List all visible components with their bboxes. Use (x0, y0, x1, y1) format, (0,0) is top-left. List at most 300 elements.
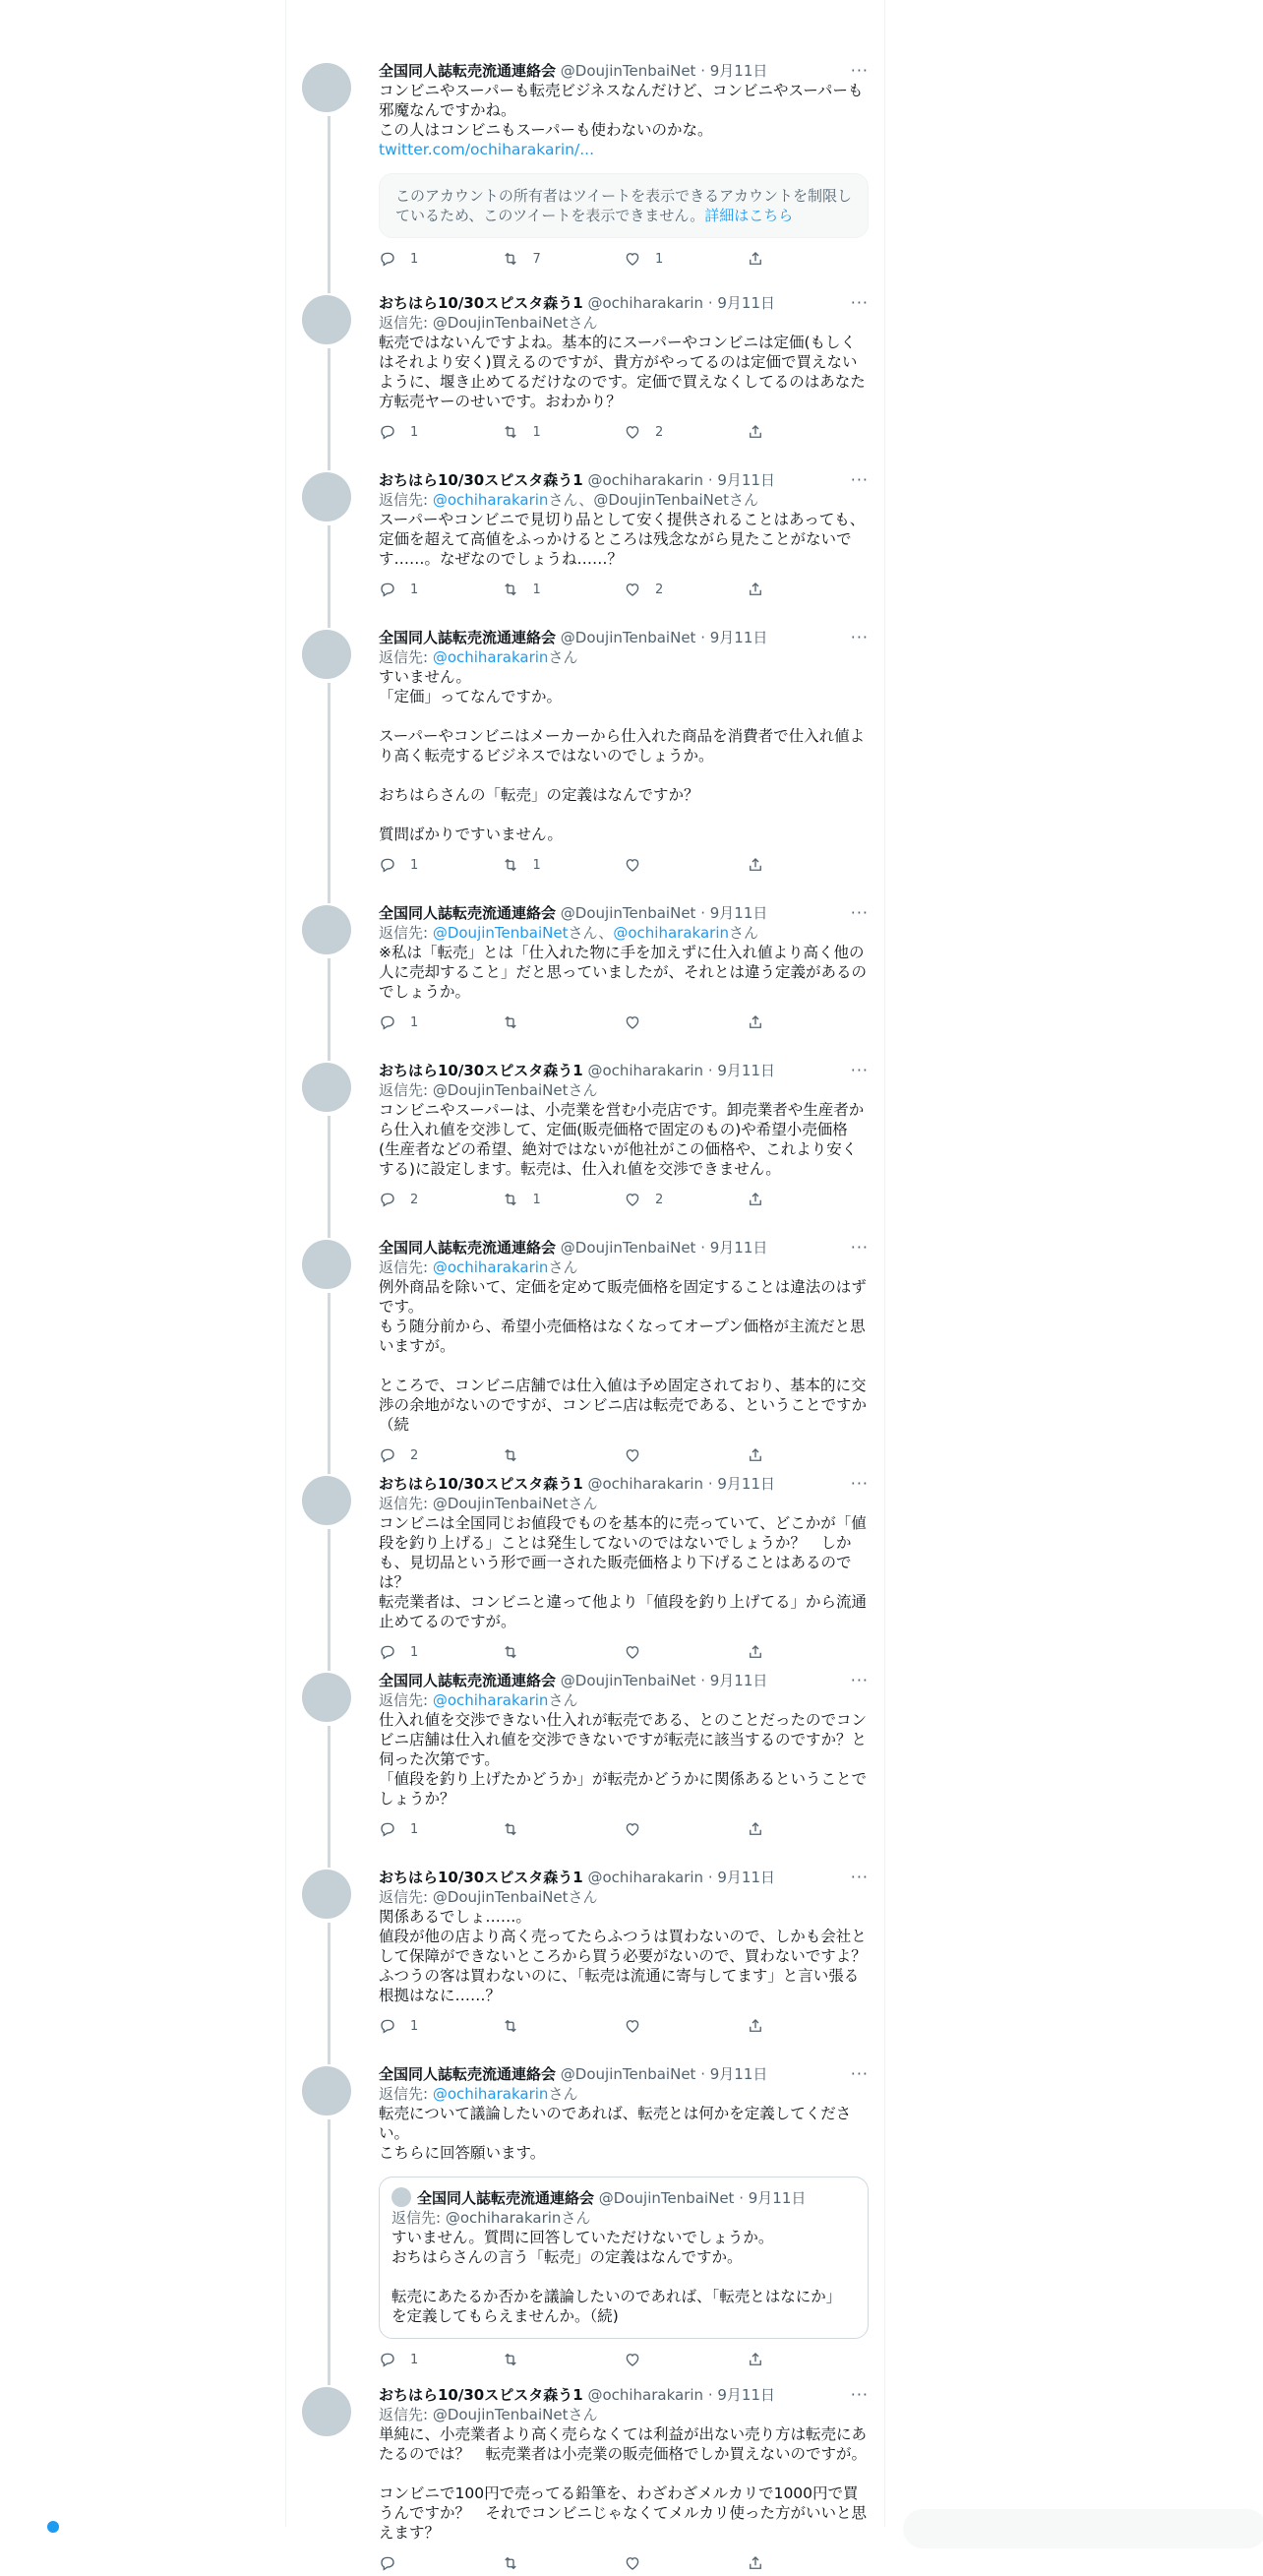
tweet-header (379, 1868, 869, 1887)
share-button[interactable] (747, 1446, 870, 1464)
tweet-text: ※私は「転売」とは「仕入れた物に手を加えずに仕入れ値より高く他の人に売却すること」だと思っていましたが、それとは違う定義があるのでしょうか。 (379, 944, 868, 1001)
reply-to-prefix: 返信先: (379, 1495, 433, 1512)
reply-icon (379, 1643, 396, 1661)
retweet-icon (502, 1013, 519, 1031)
more-options-icon[interactable]: ··· (850, 2064, 869, 2083)
reply-to-line (379, 1080, 869, 1100)
thread-connector (328, 1726, 331, 1868)
reply-count: 1 (410, 251, 419, 267)
reply-button[interactable] (379, 1446, 502, 1464)
retweet-button[interactable] (502, 1820, 625, 1838)
retweet-icon (502, 2017, 519, 2035)
retweet-count: 1 (532, 1192, 541, 1207)
reply-button[interactable] (379, 1820, 502, 1838)
reply-to-user: @DoujinTenbaiNetさん (432, 1888, 598, 1906)
tweet-actions (379, 2552, 869, 2574)
author-handle[interactable]: @DoujinTenbaiNet (560, 62, 696, 80)
share-button[interactable] (747, 1013, 870, 1031)
retweet-button[interactable] (502, 423, 625, 441)
reply-to-line (379, 1887, 869, 1907)
share-icon (747, 1643, 764, 1661)
reply-button[interactable] (379, 1013, 502, 1031)
tweet-body (379, 1474, 869, 1663)
share-button[interactable] (747, 1191, 870, 1208)
reply-icon (379, 2351, 396, 2368)
reply-count: 1 (410, 1644, 419, 1660)
separator-dot: · (703, 1475, 718, 1493)
tweet-date[interactable]: 9月11日 (717, 294, 776, 312)
like-count: 1 (655, 251, 664, 267)
share-icon (747, 1191, 764, 1208)
tweet-actions (379, 1189, 869, 1210)
like-button[interactable] (624, 2017, 747, 2035)
author-handle[interactable]: @DoujinTenbaiNet (560, 1239, 696, 1257)
thread-connector (328, 116, 331, 293)
retweet-icon (502, 250, 519, 268)
reply-button[interactable] (379, 2017, 502, 2035)
tweet[interactable] (286, 1061, 884, 1238)
author-handle[interactable]: @DoujinTenbaiNet (560, 904, 696, 922)
separator-dot: · (703, 1869, 718, 1886)
reply-button[interactable] (379, 1643, 502, 1661)
like-button[interactable] (624, 1446, 747, 1464)
separator-dot: · (695, 629, 710, 646)
thread-connector (328, 683, 331, 903)
share-button[interactable] (747, 423, 870, 441)
tweet-text: 仕入れ値を交渉できない仕入れが転売である、とのことだったのでコンビニ店舗は仕入れ値を交渉できないですが転売に該当するのですか？と伺った次第です。 「値段を釣り上げたかどうか」が転売かどうかに関係あるということでしょうか？ (379, 1711, 868, 1808)
tweet-body (379, 470, 869, 600)
tweet-body (379, 1061, 869, 1210)
tweet-actions (379, 1012, 869, 1033)
tweet-body (379, 1868, 869, 2037)
tweet-actions (379, 248, 869, 270)
tweet-header (379, 1474, 869, 1494)
separator-dot: · (703, 471, 718, 489)
author-handle[interactable]: @ochiharakarin (587, 1475, 704, 1493)
thread-connector (328, 525, 331, 628)
retweet-icon (502, 856, 519, 874)
more-options-icon[interactable]: ··· (850, 470, 869, 489)
tweet-date[interactable]: 9月11日 (709, 904, 768, 922)
like-count: 2 (655, 582, 664, 597)
tweet-header (379, 61, 869, 81)
author-name[interactable]: おちはら10/30スピスタ森う1 (379, 1475, 583, 1493)
reply-icon (379, 423, 396, 441)
reply-to-prefix: 返信先: (379, 1691, 433, 1709)
tweet-header (379, 1238, 869, 1257)
compose-button[interactable] (47, 2521, 59, 2533)
reply-icon (379, 2554, 396, 2572)
like-button[interactable] (624, 423, 747, 441)
share-button[interactable] (747, 1643, 870, 1661)
retweet-count: 1 (532, 582, 541, 597)
sidebar-search-box[interactable] (903, 2509, 1263, 2548)
author-name[interactable]: おちはら10/30スピスタ森う1 (379, 2386, 583, 2404)
reply-button[interactable] (379, 1191, 502, 1208)
reply-to-prefix: 返信先: (379, 2085, 433, 2103)
like-button[interactable] (624, 856, 747, 874)
avatar[interactable] (302, 630, 351, 679)
tweet-header (379, 293, 869, 313)
like-button[interactable] (624, 581, 747, 598)
reply-to-line (379, 647, 869, 667)
tweet-text: すいません。 「定価」ってなんですか。 スーパーやコンビニはメーカーから仕入れた商品を消費者で仕入れ値より高く転売するビジネスではないのでしょうか。 おちはらさんの「転売」の定義はなんですか？ 質問ばかりですいません。 (379, 668, 866, 843)
tweet[interactable] (286, 1238, 884, 1474)
reply-to-line (379, 313, 869, 333)
like-count: 2 (655, 1192, 664, 1207)
more-options-icon[interactable]: ··· (850, 1671, 869, 1689)
avatar[interactable] (302, 1870, 351, 1919)
more-options-icon[interactable]: ··· (850, 1474, 869, 1493)
reply-count: 1 (410, 2352, 419, 2367)
author-name[interactable]: 全国同人誌転売流通連絡会 (379, 62, 557, 80)
share-icon (747, 1446, 764, 1464)
tweet-date[interactable]: 9月11日 (717, 1062, 776, 1079)
tweet-date[interactable]: 9月11日 (709, 1672, 768, 1689)
thread-connector (328, 1529, 331, 1671)
timeline-column (285, 0, 885, 2542)
learn-more-link[interactable]: 詳細はこちら (704, 207, 794, 224)
avatar[interactable] (302, 2387, 351, 2436)
share-button[interactable] (747, 856, 870, 874)
like-icon (624, 2351, 641, 2368)
tweet-actions (379, 1818, 869, 1840)
tweet-actions (379, 2349, 869, 2370)
reply-to-line (379, 1494, 869, 1513)
avatar[interactable] (302, 1063, 351, 1112)
reply-count: 1 (410, 1821, 419, 1837)
author-handle[interactable]: @ochiharakarin (587, 471, 704, 489)
retweet-icon (502, 2351, 519, 2368)
retweet-button[interactable] (502, 1643, 625, 1661)
more-options-icon[interactable]: ··· (850, 628, 869, 646)
reply-to-prefix: 返信先: (379, 491, 433, 509)
author-name[interactable]: おちはら10/30スピスタ森う1 (379, 1869, 583, 1886)
share-icon (747, 581, 764, 598)
tweet-date[interactable]: 9月11日 (709, 62, 768, 80)
unavailable-tweet-notice (379, 173, 869, 238)
separator-dot: · (703, 294, 718, 312)
like-count: 2 (655, 424, 664, 440)
reply-to-user-link[interactable]: @DoujinTenbaiNet (432, 924, 569, 942)
reply-to-user-link[interactable]: @ochiharakarin (613, 924, 729, 942)
reply-to-user: @DoujinTenbaiNetさん (432, 1081, 598, 1099)
reply-button[interactable] (379, 250, 502, 268)
retweet-icon (502, 1191, 519, 1208)
retweet-button[interactable] (502, 2017, 625, 2035)
thread-connector (328, 958, 331, 1061)
tweet-body (379, 61, 869, 270)
tweet-date[interactable]: 9月11日 (717, 1475, 776, 1493)
more-options-icon[interactable]: ··· (850, 1238, 869, 1257)
retweet-button[interactable] (502, 250, 625, 268)
more-options-icon[interactable]: ··· (850, 61, 869, 80)
like-button[interactable] (624, 1013, 747, 1031)
reply-to-user: さん (548, 1258, 578, 1276)
thread-connector (328, 2119, 331, 2385)
tweet[interactable] (286, 628, 884, 903)
thread-connector (328, 1923, 331, 2064)
tweet-date[interactable]: 9月11日 (709, 2065, 768, 2083)
share-icon (747, 2351, 764, 2368)
tweet[interactable] (286, 1671, 884, 1868)
like-icon (624, 2017, 641, 2035)
tweet-text: コンビニは全国同じお値段でものを基本的に売っていて、どこかが「値段を釣り上げる」ことは発生してないのではないでしょうか？ しかも、見切品という形で画一された販売価格より下げることはあるのでは？ 転売業者は、コンビニと違って他より「値段を釣り上げてる」から流通止めてるのですが。 (379, 1514, 868, 1630)
separator-dot: · (734, 2189, 749, 2207)
avatar[interactable] (302, 472, 351, 521)
tweet-actions (379, 579, 869, 600)
tweet-text: 例外商品を除いて、定価を定めて販売価格を固定することは違法のはずです。 もう随分前から、希望小売価格はなくなってオープン価格が主流だと思いますが。 ところで、コンビニ店舗では仕入値は予め固定されており、基本的に交渉の余地がないのですが、コンビニ店は転売である、ということですか（続 (379, 1278, 868, 1434)
reply-to-user: @DoujinTenbaiNetさん (432, 1495, 598, 1512)
tweet-date[interactable]: 9月11日 (709, 629, 768, 646)
tweet-link[interactable]: twitter.com/ochiharakarin/... (379, 141, 594, 158)
like-button[interactable] (624, 1191, 747, 1208)
reply-to-prefix: 返信先: (379, 1888, 433, 1906)
reply-to-user-link[interactable]: @ochiharakarin (432, 2085, 549, 2103)
retweet-count: 7 (532, 251, 541, 267)
retweet-icon (502, 581, 519, 598)
reply-to-user: さん (548, 1691, 578, 1709)
avatar[interactable] (302, 1476, 351, 1525)
tweet-date[interactable]: 9月11日 (717, 2386, 776, 2404)
tweet-text: 転売ではないんですよね。基本的にスーパーやコンビニは定価(もしくはそれより安く)買えるのですが、貴方がやってるのは定価で買えないように、堰き止めてるだけなのです。定価で買えなくしてるのはあなた方転売ヤーのせいです。おわかり？ (379, 334, 866, 410)
reply-icon (379, 856, 396, 874)
share-icon (747, 1820, 764, 1838)
tweet-text: 関係あるでしょ……。 値段が他の店より高く売ってたらふつうは買わないので、しかも会社として保障ができないところから買う必要がないので、買わないですよ？ ふつうの客は買わないのに、「転売は流通に寄与してます」と言い張る根拠はなに……？ (379, 1908, 867, 2004)
thread-connector (328, 348, 331, 470)
tweet-body (379, 628, 869, 876)
reply-to-line (379, 2405, 869, 2424)
like-icon (624, 1820, 641, 1838)
reply-to-user: さん、 (548, 491, 594, 509)
avatar[interactable] (302, 2066, 351, 2116)
share-button[interactable] (747, 250, 870, 268)
tweet-header (379, 2064, 869, 2084)
tweet-body (379, 1238, 869, 1466)
like-icon (624, 1446, 641, 1464)
tweet[interactable] (286, 1868, 884, 2064)
share-icon (747, 1013, 764, 1031)
quoted-avatar (391, 2187, 411, 2207)
reply-count: 1 (410, 857, 419, 873)
author-handle[interactable]: @DoujinTenbaiNet (560, 1672, 696, 1689)
tweet-body (379, 2064, 869, 2370)
like-button[interactable] (624, 1820, 747, 1838)
tweet-text: コンビニやスーパーも転売ビジネスなんだけど、コンビニやスーパーも邪魔なんですかね。 この人はコンビニもスーパーも使わないのかな。 (379, 82, 864, 139)
author-handle[interactable]: @ochiharakarin (587, 2386, 704, 2404)
like-button[interactable] (624, 2351, 747, 2368)
avatar[interactable] (302, 295, 351, 344)
retweet-button[interactable] (502, 2351, 625, 2368)
reply-icon (379, 1013, 396, 1031)
retweet-count: 1 (532, 857, 541, 873)
retweet-icon (502, 1820, 519, 1838)
share-button[interactable] (747, 581, 870, 598)
reply-count: 2 (410, 1447, 419, 1463)
tweet[interactable] (286, 61, 884, 293)
reply-button[interactable] (379, 423, 502, 441)
tweet-actions (379, 854, 869, 876)
share-button[interactable] (747, 2017, 870, 2035)
avatar[interactable] (302, 1673, 351, 1722)
reply-to-line (379, 1690, 869, 1710)
quoted-author-name: 全国同人誌転売流通連絡会 (417, 2189, 595, 2207)
tweet-date[interactable]: 9月11日 (717, 471, 776, 489)
author-handle[interactable]: @ochiharakarin (587, 1062, 704, 1079)
retweet-button[interactable] (502, 1446, 625, 1464)
reply-to-user: @DoujinTenbaiNetさん (593, 491, 758, 509)
reply-to-prefix: 返信先: (379, 924, 433, 942)
separator-dot: · (695, 904, 710, 922)
reply-button[interactable] (379, 2554, 502, 2572)
reply-icon (379, 1820, 396, 1838)
share-icon (747, 423, 764, 441)
reply-to-user-link[interactable]: @ochiharakarin (432, 648, 549, 666)
reply-count: 1 (410, 424, 419, 440)
retweet-button[interactable] (502, 856, 625, 874)
retweet-icon (502, 1643, 519, 1661)
like-button[interactable] (624, 1643, 747, 1661)
reply-button[interactable] (379, 856, 502, 874)
tweet-date[interactable]: 9月11日 (709, 1239, 768, 1257)
reply-to-prefix: 返信先: (379, 314, 433, 332)
more-options-icon[interactable]: ··· (850, 1868, 869, 1886)
author-name[interactable]: 全国同人誌転売流通連絡会 (379, 904, 557, 922)
tweet-header (379, 1061, 869, 1080)
more-options-icon[interactable]: ··· (850, 293, 869, 312)
tweet-body (379, 903, 869, 1033)
separator-dot: · (695, 62, 710, 80)
reply-count: 1 (410, 582, 419, 597)
reply-to-user: @DoujinTenbaiNetさん (432, 314, 598, 332)
like-button[interactable] (624, 2554, 747, 2572)
tweet[interactable] (286, 2385, 884, 2543)
author-name[interactable]: おちはら10/30スピスタ森う1 (379, 471, 583, 489)
avatar[interactable] (302, 63, 351, 112)
tweet-header (379, 1671, 869, 1690)
author-handle[interactable]: @DoujinTenbaiNet (560, 629, 696, 646)
tweet[interactable] (286, 1474, 884, 1671)
share-button[interactable] (747, 2554, 870, 2572)
reply-button[interactable] (379, 2351, 502, 2368)
reply-icon (379, 250, 396, 268)
quoted-tweet-header (391, 2187, 856, 2208)
retweet-count: 1 (532, 424, 541, 440)
author-name[interactable]: 全国同人誌転売流通連絡会 (379, 629, 557, 646)
reply-count: 2 (410, 1192, 419, 1207)
tweet-header (379, 2385, 869, 2405)
author-handle[interactable]: @ochiharakarin (587, 294, 704, 312)
author-name[interactable]: 全国同人誌転売流通連絡会 (379, 1239, 557, 1257)
tweet-text: スーパーやコンビニで見切り品として安く提供されることはあっても、定価を超えて高値をふっかけるところは残念ながら見たことがないです……。なぜなのでしょうね……？ (379, 511, 866, 568)
tweet-header (379, 628, 869, 647)
like-button[interactable] (624, 250, 747, 268)
author-name[interactable]: 全国同人誌転売流通連絡会 (379, 1672, 557, 1689)
reply-to-line (379, 2084, 869, 2104)
tweet[interactable] (286, 903, 884, 1061)
reply-to-user-link[interactable]: @ochiharakarin (432, 491, 549, 509)
share-icon (747, 856, 764, 874)
share-icon (747, 250, 764, 268)
tweet-body (379, 293, 869, 443)
reply-button[interactable] (379, 581, 502, 598)
more-options-icon[interactable]: ··· (850, 2385, 869, 2404)
tweet-text: 転売について議論したいのであれば、転売とは何かを定義してください。 こちらに回答願います。 (379, 2105, 852, 2162)
tweet-text: コンビニやスーパーは、小売業を営む小売店です。卸売業者や生産者から仕入れ値を交渉して、定価(販売価格で固定のもの)や希望小売価格(生産者などの希望、絶対ではないが他社がこの価格や、これより安くする)に設定します。転売は、仕入れ値を交渉できません。 (379, 1101, 865, 1178)
retweet-button[interactable] (502, 1013, 625, 1031)
author-name[interactable]: おちはら10/30スピスタ森う1 (379, 294, 583, 312)
tweet-actions (379, 2015, 869, 2037)
like-icon (624, 250, 641, 268)
tweet[interactable] (286, 293, 884, 470)
author-handle[interactable]: @ochiharakarin (587, 1869, 704, 1886)
author-name[interactable]: 全国同人誌転売流通連絡会 (379, 2065, 557, 2083)
tweet[interactable] (286, 470, 884, 628)
reply-to-user: さん (548, 2085, 578, 2103)
reply-icon (379, 1191, 396, 1208)
tweet[interactable] (286, 2064, 884, 2385)
tweet-date[interactable]: 9月11日 (717, 1869, 776, 1886)
author-handle[interactable]: @DoujinTenbaiNet (560, 2065, 696, 2083)
reply-to-prefix: 返信先: (379, 1081, 433, 1099)
tweet-body (379, 2385, 869, 2574)
tweet-header (379, 903, 869, 923)
quoted-date: 9月11日 (748, 2189, 807, 2207)
like-icon (624, 856, 641, 874)
reply-to-line (379, 1257, 869, 1277)
reply-to-prefix: 返信先: (379, 1258, 433, 1276)
quoted-tweet[interactable] (379, 2177, 869, 2339)
retweet-icon (502, 423, 519, 441)
author-name[interactable]: おちはら10/30スピスタ森う1 (379, 1062, 583, 1079)
retweet-button[interactable] (502, 2554, 625, 2572)
reply-to-user: さん (729, 924, 759, 942)
separator-dot: · (703, 1062, 718, 1079)
more-options-icon[interactable]: ··· (850, 903, 869, 922)
share-icon (747, 2017, 764, 2035)
reply-icon (379, 1446, 396, 1464)
tweet-actions (379, 1641, 869, 1663)
reply-to-user: @DoujinTenbaiNetさん (432, 2406, 598, 2423)
tweet-actions (379, 1444, 869, 1466)
reply-to-user-link[interactable]: @ochiharakarin (432, 1691, 549, 1709)
reply-to-user: さん、 (568, 924, 614, 942)
retweet-button[interactable] (502, 581, 625, 598)
share-button[interactable] (747, 1820, 870, 1838)
like-icon (624, 1191, 641, 1208)
reply-to-prefix: 返信先: (379, 648, 433, 666)
tweet-actions (379, 421, 869, 443)
reply-to-line (379, 923, 869, 943)
like-icon (624, 581, 641, 598)
like-icon (624, 2554, 641, 2572)
share-icon (747, 2554, 764, 2572)
share-button[interactable] (747, 2351, 870, 2368)
reply-count: 1 (410, 1014, 419, 1030)
retweet-icon (502, 2554, 519, 2572)
quoted-author-handle: @DoujinTenbaiNet (598, 2189, 735, 2207)
separator-dot: · (703, 2386, 718, 2404)
more-options-icon[interactable]: ··· (850, 1061, 869, 1079)
quoted-text: すいません。質問に回答していただけないでしょうか。 おちはらさんの言う「転売」の定義はなんですか。 転売にあたるか否かを議論したいのであれば、「転売とはなにか」を定義してもらえませんか。（続) (391, 2229, 842, 2325)
reply-to-user-link[interactable]: @ochiharakarin (432, 1258, 549, 1276)
avatar[interactable] (302, 1240, 351, 1289)
retweet-button[interactable] (502, 1191, 625, 1208)
reply-to-prefix: 返信先: (379, 2406, 433, 2423)
reply-count: 1 (410, 2018, 419, 2034)
avatar[interactable] (302, 905, 351, 954)
reply-icon (379, 2017, 396, 2035)
